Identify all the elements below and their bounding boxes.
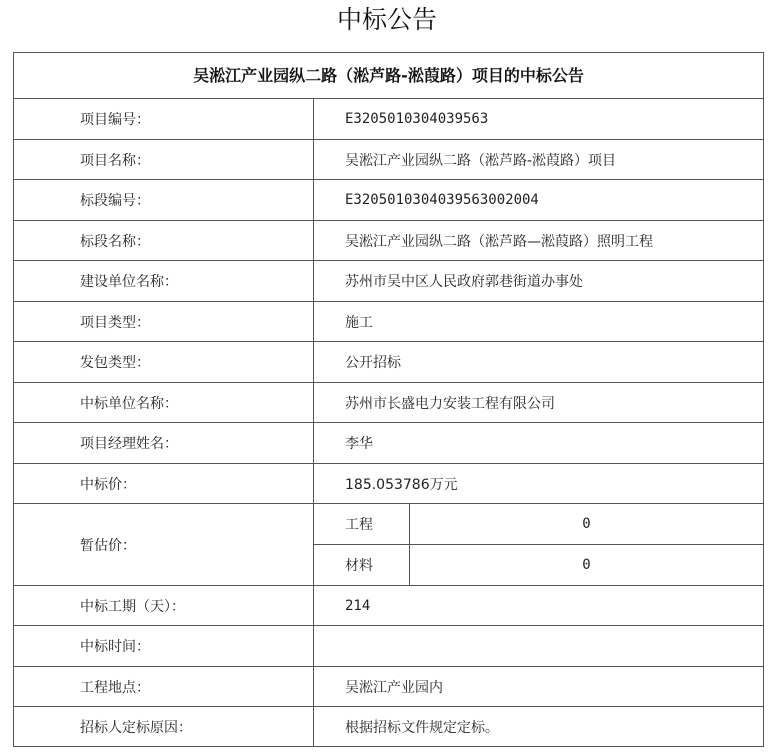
row-label: 建设单位名称： [14,261,314,301]
row-label: 项目编号： [14,99,314,139]
row-label: 中标单位名称： [14,383,314,422]
row-duration [14,586,763,626]
row-value: 吴淞江产业园纵二路（淞芦路-淞葭路）项目 [345,152,617,169]
row-value: 214 [345,597,371,614]
row-value: 李华 [345,436,373,452]
row-label: 暂估价： [14,504,314,585]
row-contract-type [14,342,763,383]
row-provisional-price [14,504,763,586]
provisional-item-value: 0 [582,516,591,532]
row-value [314,626,763,666]
provisional-item-value: 0 [582,557,591,573]
row-winning-price [14,464,763,504]
row-project-number [14,99,763,140]
row-value: 根据招标文件规定定标。 [345,719,499,736]
announcement-heading: 吴淞江产业园纵二路（淞芦路-淞葭路）项目的中标公告 [14,53,763,99]
provisional-item-name: 工程 [314,504,410,544]
provisional-item-name: 材料 [314,545,410,585]
row-label: 招标人定标原因： [14,707,314,746]
row-value: E3205010304039563 [345,111,489,127]
row-project-name [14,140,763,180]
row-value: 公开招标 [345,355,401,371]
row-label: 中标工期（天）： [14,586,314,625]
row-value: E3205010304039563002004 [345,192,539,208]
row-value: 185.053786万元 [345,476,458,493]
row-label: 项目经理姓名： [14,423,314,463]
row-project-location [14,667,763,707]
row-label: 工程地点： [14,667,314,706]
row-value: 苏州市长盛电力安装工程有限公司 [345,395,555,412]
row-section-name [14,221,763,261]
row-label: 标段编号： [14,180,314,220]
row-value: 吴淞江产业园纵二路（淞芦路—淞葭路）照明工程 [345,233,653,250]
row-label: 标段名称： [14,221,314,260]
row-label: 项目类型： [14,302,314,341]
page-title: 中标公告 [336,5,437,34]
announcement-table [13,52,764,747]
row-award-time [14,626,763,667]
row-label: 项目名称： [14,140,314,179]
row-section-number [14,180,763,221]
provisional-item-engineering [314,504,763,545]
row-value: 吴淞江产业园内 [345,679,443,696]
row-label: 中标价： [14,464,314,503]
row-label: 发包类型： [14,342,314,382]
row-value: 苏州市吴中区人民政府郭巷街道办事处 [345,274,583,290]
row-project-manager [14,423,763,464]
row-project-type [14,302,763,342]
row-label: 中标时间： [14,626,314,666]
row-award-reason [14,707,763,746]
row-value: 施工 [345,314,373,331]
provisional-item-materials [314,545,763,585]
row-winning-unit [14,383,763,423]
row-construction-unit [14,261,763,302]
